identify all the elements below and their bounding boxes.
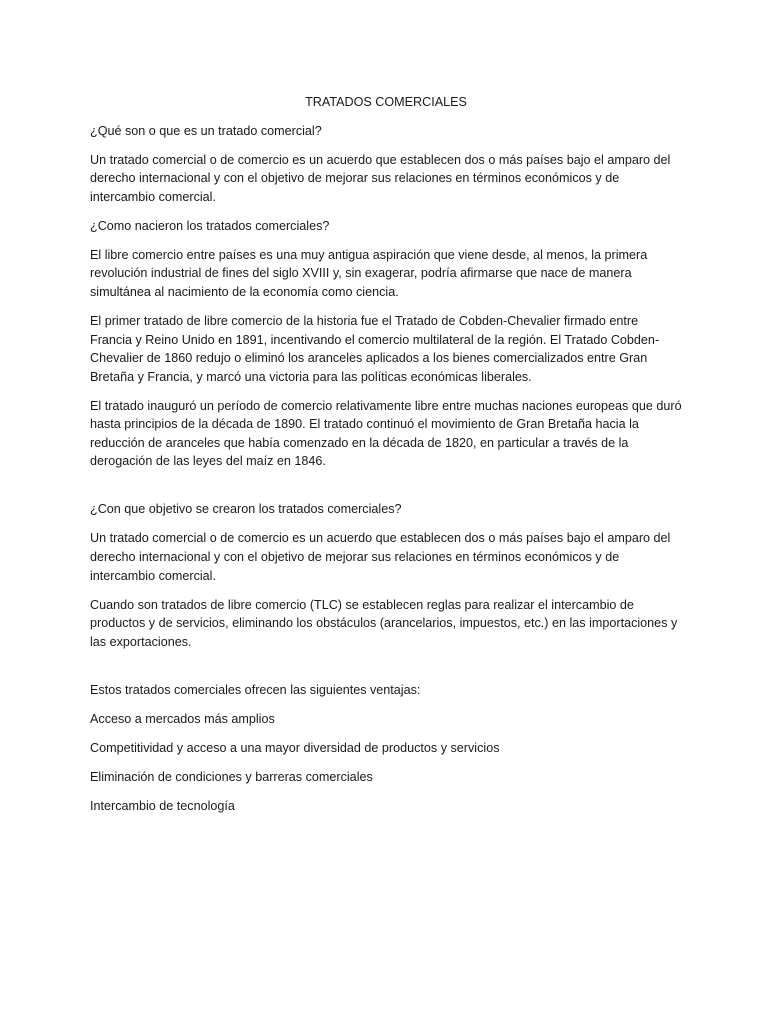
blank-line (90, 481, 682, 500)
advantage-item: Competitividad y acceso a una mayor diversidad de productos y servicios (90, 740, 500, 755)
advantage-item: Acceso a mercados más amplios (90, 711, 275, 726)
question-objective: ¿Con que objetivo se crearon los tratados comerciales? (90, 502, 402, 517)
question-what-is: ¿Qué son o que es un tratado comercial? (90, 123, 322, 138)
document-title: TRATADOS COMERCIALES (305, 95, 467, 109)
blank-line (90, 662, 682, 681)
advantage-item: Eliminación de condiciones y barreras comerciales (90, 769, 373, 784)
paragraph-treaty-effects: El tratado inauguró un período de comercio relativamente libre entre muchas naciones europeas que duró hasta principios de la década de 1890. El tratado continuó el movimiento de Gran Bretaña hacia la reducción de aranceles que había comenzado en la década de 1820, en particular a través de la derogación de las leyes del maíz en 1846. (90, 398, 682, 469)
advantage-item: Intercambio de tecnología (90, 798, 235, 813)
question-origin: ¿Como nacieron los tratados comerciales? (90, 218, 330, 233)
paragraph-advantages-intro: Estos tratados comerciales ofrecen las siguientes ventajas: (90, 682, 421, 697)
paragraph-first-treaty: El primer tratado de libre comercio de la historia fue el Tratado de Cobden-Chevalier firmado entre Francia y Reino Unido en 1891, incentivando el comercio multilateral de la región. El Tratado Cobden-Chevalier de 1860 redujo o eliminó los aranceles aplicados a los bienes comercializados entre Gran Bretaña y Francia, y marcó una victoria para las políticas económicas liberales. (90, 313, 660, 384)
document-body (90, 93, 682, 826)
paragraph-tlc: Cuando son tratados de libre comercio (TLC) se establecen reglas para realizar el intercambio de productos y de servicios, eliminando los obstáculos (arancelarios, impuestos, etc.) en las importaciones y las exportaciones. (90, 597, 678, 649)
paragraph-objective: Un tratado comercial o de comercio es un acuerdo que establecen dos o más países bajo el amparo del derecho internacional y con el objetivo de mejorar sus relaciones en términos económicos y de intercambio comercial. (90, 531, 671, 583)
paragraph-origin: El libre comercio entre países es una muy antigua aspiración que viene desde, al menos, la primera revolución industrial de fines del siglo XVIII y, sin exagerar, podría afirmarse que nace de manera simultánea al nacimiento de la economía como ciencia. (90, 247, 648, 299)
paragraph-definition: Un tratado comercial o de comercio es un acuerdo que establecen dos o más países bajo el amparo del derecho internacional y con el objetivo de mejorar sus relaciones en términos económicos y de intercambio comercial. (90, 152, 671, 204)
